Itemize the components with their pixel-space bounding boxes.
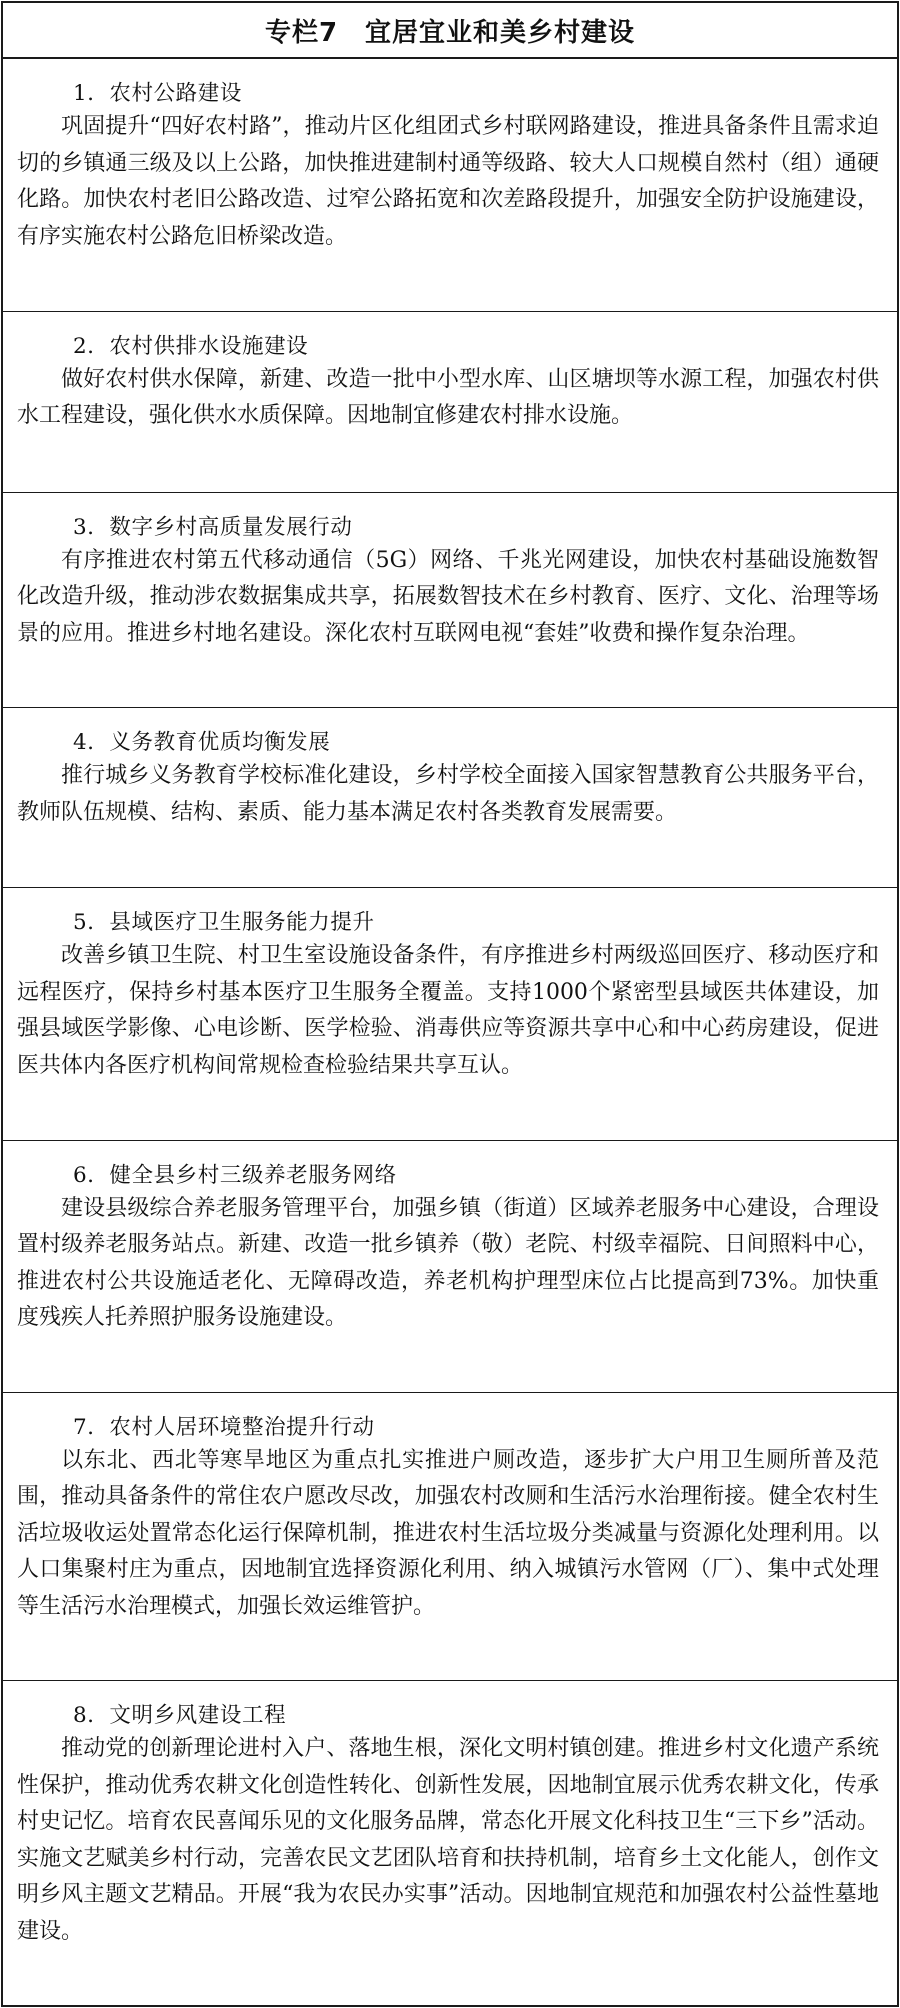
section-living-environment: [3, 1393, 897, 1682]
section-heading: 4．义务教育优质均衡发展: [73, 730, 331, 756]
section-heading: 2．农村供排水设施建设: [73, 333, 309, 359]
section-digital-village: [3, 493, 897, 709]
section-elderly-care: [3, 1141, 897, 1393]
section-body: 建设县级综合养老服务管理平台，加强乡镇（街道）区域养老服务中心建设，合理设置村级养老服务站点。新建、改造一批乡镇养（敬）老院、村级幸福院、日间照料中心，推进农村公共设施适老化、无障碍改造，养老机构护理型床位占比提高到73%。加快重度残疾人托养照护服务设施建设。: [17, 1195, 879, 1331]
section-heading: 8．文明乡风建设工程: [73, 1703, 287, 1729]
column-title: 专栏7 宜居宜业和美乡村建设: [3, 3, 897, 59]
section-compulsory-education: [3, 708, 897, 888]
section-body: 有序推进农村第五代移动通信（5G）网络、千兆光网建设，加快农村基础设施数智化改造升级，推动涉农数据集成共享，拓展数智技术在乡村教育、医疗、文化、治理等场景的应用。推进乡村地名建设。深化农村互联网电视“套娃”收费和操作复杂治理。: [17, 547, 879, 646]
section-civilized-customs: [3, 1681, 897, 2005]
section-body: 推行城乡义务教育学校标准化建设，乡村学校全面接入国家智慧教育公共服务平台，教师队伍规模、结构、素质、能力基本满足农村各类教育发展需要。: [17, 763, 879, 825]
section-heading: 7．农村人居环境整治提升行动: [73, 1414, 375, 1440]
section-body: 做好农村供水保障，新建、改造一批中小型水库、山区塘坝等水源工程，加强农村供水工程建设，强化供水水质保障。因地制宜修建农村排水设施。: [17, 366, 879, 429]
section-water-supply: [3, 312, 897, 493]
section-heading: 1．农村公路建设: [73, 81, 242, 106]
section-body: 以东北、西北等寒旱地区为重点扎实推进户厕改造，逐步扩大户用卫生厕所普及范围，推动具备条件的常住农户愿改尽改，加强农村改厕和生活污水治理衔接。健全农村生活垃圾收运处置常态化运行保障机制，推进农村生活垃圾分类减量与资源化处理利用。以人口集聚村庄为重点，因地制宜选择资源化利用、纳入城镇污水管网（厂）、集中式处理等生活污水治理模式，加强长效运维管护。: [17, 1447, 879, 1619]
section-county-healthcare: [3, 888, 897, 1141]
section-heading: 3．数字乡村高质量发展行动: [73, 514, 353, 540]
section-body: 推动党的创新理论进村入户、落地生根，深化文明村镇创建。推进乡村文化遗产系统性保护，推动优秀农耕文化创造性转化、创新性发展，因地制宜展示优秀农耕文化，传承村史记忆。培育农民喜闻乐见的文化服务品牌，常态化开展文化科技卫生“三下乡”活动。实施文艺赋美乡村行动，完善农民文艺团队培育和扶持机制，培育乡土文化能人，创作文明乡风主题文艺精品。开展“我为农民办实事”活动。因地制宜规范和加强农村公益性墓地建设。: [17, 1736, 879, 1944]
section-heading: 6．健全县乡村三级养老服务网络: [73, 1162, 397, 1188]
feature-column-box: [1, 1, 899, 2007]
section-heading: 5．县域医疗卫生服务能力提升: [73, 910, 375, 936]
section-rural-roads: [3, 59, 897, 312]
section-body: 改善乡镇卫生院、村卫生室设施设备条件，有序推进乡村两级巡回医疗、移动医疗和远程医疗，保持乡村基本医疗卫生服务全覆盖。支持1000个紧密型县域医共体建设，加强县域医学影像、心电诊断、医学检验、消毒供应等资源共享中心和中心药房建设，促进医共体内各医疗机构间常规检查检验结果共享互认。: [17, 943, 879, 1078]
section-body: 巩固提升“四好农村路”，推动片区化组团式乡村联网路建设，推进具备条件且需求迫切的乡镇通三级及以上公路，加快推进建制村通等级路、较大人口规模自然村（组）通硬化路。加快农村老旧公路改造、过窄公路拓宽和次差路段提升，加强安全防护设施建设，有序实施农村公路危旧桥梁改造。: [17, 114, 879, 249]
